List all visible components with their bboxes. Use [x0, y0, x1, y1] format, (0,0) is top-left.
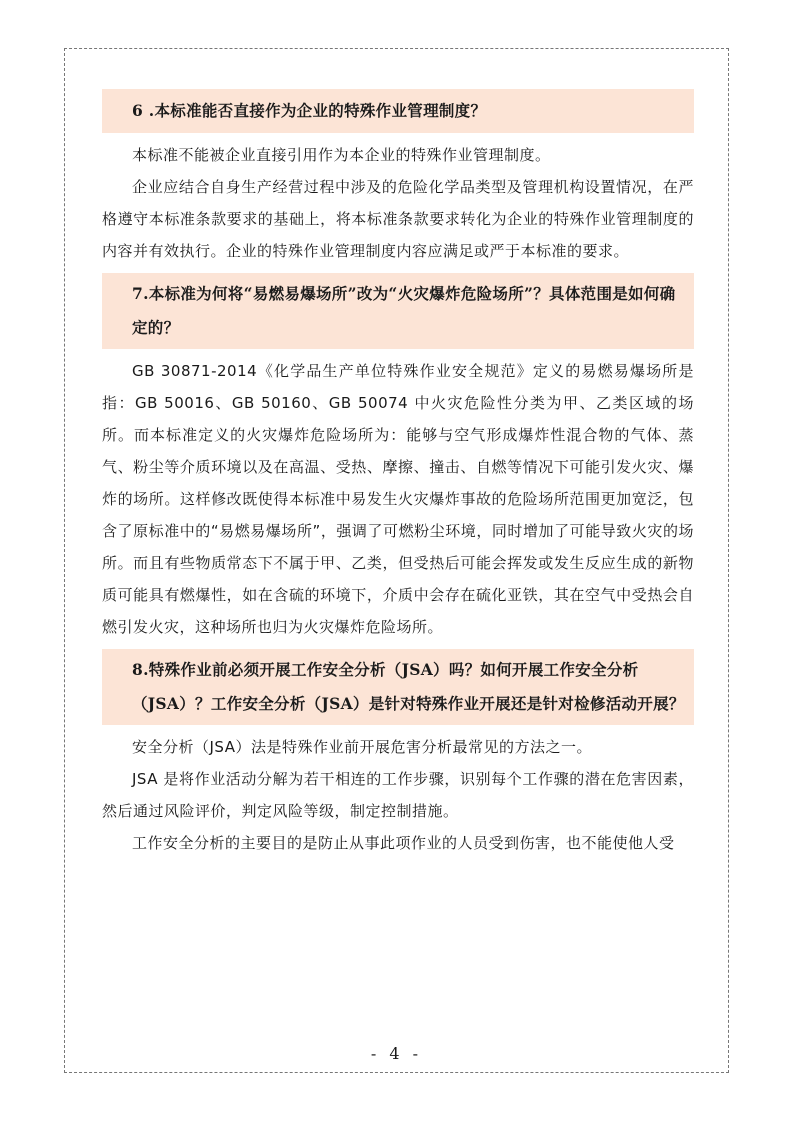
section-8-heading: 8.特殊作业前必须开展工作安全分析（JSA）吗？如何开展工作安全分析（JSA）？工作安全分析（JSA）是针对特殊作业开展还是针对检修活动开展？ [102, 649, 694, 725]
section-8-paragraph-2: JSA 是将作业活动分解为若干相连的工作步骤，识别每个工作骤的潜在危害因素，然后通过风险评价，判定风险等级，制定控制措施。 [102, 770, 694, 820]
document-body [102, 89, 694, 859]
section-8-paragraph-3: 工作安全分析的主要目的是防止从事此项作业的人员受到伤害，也不能使他人受 [132, 834, 675, 852]
page-number: - 4 - [370, 1044, 423, 1063]
section-7-paragraph-1: GB 30871-2014《化学品生产单位特殊作业安全规范》定义的易燃易爆场所是指：GB 50016、GB 50160、GB 50074 中火灾危险性分类为甲、乙类区域的场所。而本标准定义的火灾爆炸危险场所为：能够与空气形成爆炸性混合物的气体、蒸气、粉尘等介质环境以及在高温、受热、摩擦、撞击、自燃等情况下可能引发火灾、爆炸的场所。这样修改既使得本标准中易发生火灾爆炸事故的危险场所范围更加宽泛，包含了原标准中的“易燃易爆场所”，强调了可燃粉尘环境，同时增加了可能导致火灾的场所。而且有些物质常态下不属于甲、乙类，但受热后可能会挥发或发生反应生成的新物质可能具有燃爆性，如在含硫的环境下，介质中会存在硫化亚铁，其在空气中受热会自燃引发火灾，这种场所也归为火灾爆炸危险场所。 [102, 362, 694, 636]
section-6-paragraph-1: 本标准不能被企业直接引用作为本企业的特殊作业管理制度。 [132, 146, 551, 164]
section-6-heading: 6 .本标准能否直接作为企业的特殊作业管理制度？ [102, 89, 694, 133]
section-8-paragraph-1: 安全分析（JSA）法是特殊作业前开展危害分析最常见的方法之一。 [132, 738, 592, 756]
section-6-paragraph-2: 企业应结合自身生产经营过程中涉及的危险化学品类型及管理机构设置情况，在严格遵守本标准条款要求的基础上，将本标准条款要求转化为企业的特殊作业管理制度的内容并有效执行。企业的特殊作业管理制度内容应满足或严于本标准的要求。 [102, 178, 694, 260]
section-7-heading: 7.本标准为何将“易燃易爆场所”改为“火灾爆炸危险场所”？具体范围是如何确定的？ [102, 273, 694, 349]
